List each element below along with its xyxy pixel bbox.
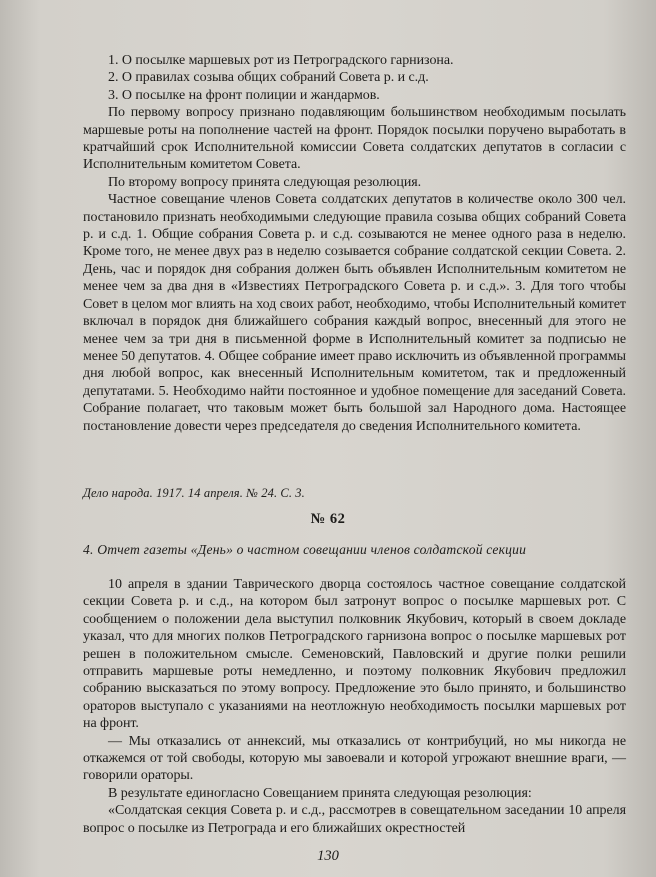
agenda-item-2: 2. О правилах созыва общих собраний Совета р. и с.д. — [108, 70, 429, 86]
agenda-item-1: 1. О посылке маршевых рот из Петроградского гарнизона. — [108, 53, 454, 68]
paragraph-second-question: По второму вопросу принята следующая резолюция. — [108, 174, 422, 190]
page-number: 130 — [317, 848, 339, 864]
paragraph-speakers-quote: — Мы отказались от аннексий, мы отказались от контрибуций, но мы никогда не откажемся от той свободы, которую мы завоевали и которой угрожают внешние враги, — говорили ораторы. — [83, 733, 626, 784]
agenda-item-3: 3. О посылке на фронт полиции и жандармов. — [108, 87, 380, 103]
paragraph-resolution-start: «Солдатская секция Совета р. и с.д., рассмотрев в совещательном заседании 10 апреля вопрос о посылке из Петрограда и его ближайших окрестностей — [83, 803, 626, 836]
document-number: № 62 — [310, 511, 346, 527]
bottom-text-block — [83, 576, 626, 837]
paragraph-first-question: По первому вопросу признано подавляющим большинством необходимым посылать маршевые роты на пополнение частей на фронт. Порядок посылки поручено выработать в кратчайший срок Исполнительной комиссии Совета солдатских депутатов в согласии с Исполнительным комитетом Совета. — [83, 105, 626, 173]
document-title: 4. Отчет газеты «День» о частном совещании членов солдатской секции — [83, 542, 527, 557]
top-text-block — [83, 52, 626, 435]
paragraph-resolution: Частное совещание членов Совета солдатских депутатов в количестве около 300 чел. постановило признать необходимыми следующие правила созыва общих собраний Совета р. и с.д. 1. Общие собрания Совета р. и с.д. созываются не менее одного раза в неделю. Кроме того, не менее двух раз в неделю созывается собрание солдатской секции Совета. 2. День, час и порядок дня собрания должен быть объявлен Исполнительным комитетом не менее чем за два дня в «Известиях Петроградского Совета р. и с.д.». 3. Для того чтобы Совет в целом мог влиять на ход своих работ, необходимо, чтобы Исполнительный комитет включал в порядок дня ближайшего собрания каждый вопрос, внесенный для этого не менее чем за три дня в письменной форме в Исполнительный комитет за подписью не менее 50 депутатов. 4. Общее собрание имеет право исключить из объявленной программы дня любой вопрос, как внесенный Исполнительным комитетом, так и предложенный депутатами. 5. Необходимо найти постоянное и удобное помещение для заседаний Совета. Собрание полагает, что таковым может быть большой зал Народного дома. Настоящее постановление довести через председателя до сведения Исполнительного комитета. — [83, 192, 626, 434]
paragraph-meeting-report: 10 апреля в здании Таврического дворца состоялось частное совещание солдатской секции Совета р. и с.д., на котором был затронут вопрос о посылке маршевых рот. С сообщением о положении дела выступил полковник Якубович, который в своем докладе указал, что для многих полков Петроградского гарнизона вопрос о посылке маршевых рот решен в положительном смысле. Семеновский, Павловский и другие полки решили отправить маршевые роты немедленно, и поэтому полковник Якубович предложил собранию высказаться по этому вопросу. Предложение это было принято, и большинство ораторов выступало с указаниями на неотложную необходимость посылки маршевых рот на фронт. — [83, 577, 626, 732]
paragraph-resolution-intro: В результате единогласно Совещанием принята следующая резолюция: — [108, 785, 532, 801]
source-citation: Дело народа. 1917. 14 апреля. № 24. С. 3. — [83, 486, 305, 500]
